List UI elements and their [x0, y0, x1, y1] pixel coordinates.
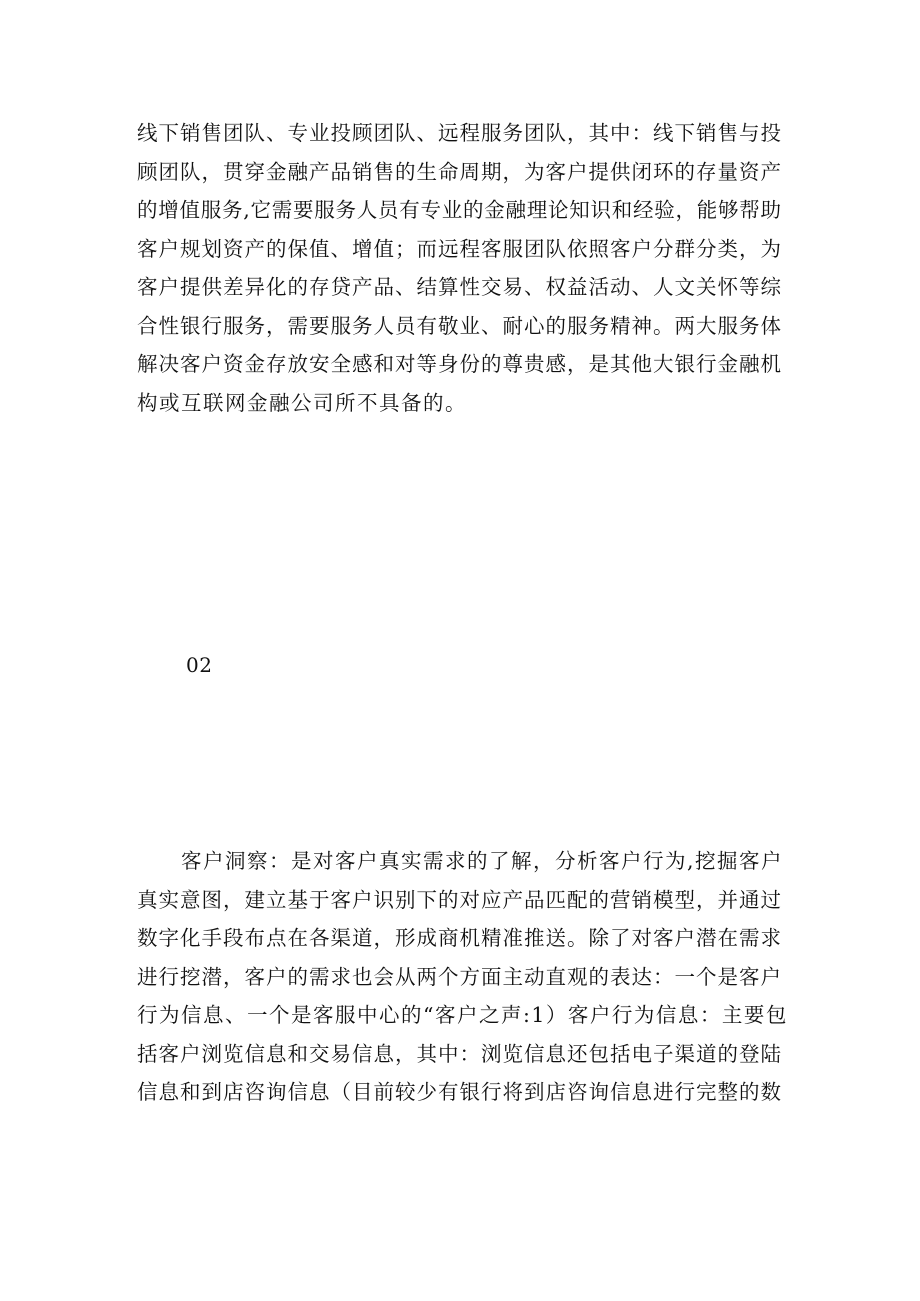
- text-line: 合性银行服务，需要服务人员有敬业、耐心的服务精神。两大服务体: [137, 313, 782, 338]
- text-line: 行为信息、一个是客服中心的“客户之声:1）客户行为信息：主要包: [137, 1003, 788, 1027]
- text-line: 真实意图，建立基于客户识别下的对应产品匹配的营销模型，并通过: [137, 887, 782, 912]
- section-number: 02: [186, 653, 213, 677]
- text-line: 顾团队，贯穿金融产品销售的生命周期，为客户提供闭环的存量资产: [137, 159, 782, 184]
- text-line: 构或互联网金融公司所不具备的。: [137, 390, 467, 415]
- text-line: 进行挖潜，客户的需求也会从两个方面主动直观的表达：一个是客户: [137, 964, 782, 989]
- text-line: 数字化手段布点在各渠道，形成商机精准推送。除了对客户潜在需求: [137, 926, 782, 950]
- text-line: 线下销售团队、专业投顾团队、远程服务团队，其中：线下销售与投: [137, 121, 782, 145]
- text-line: 解决客户资金存放安全感和对等身份的尊贵感，是其他大银行金融机: [137, 352, 782, 376]
- text-line: 括客户浏览信息和交易信息，其中：浏览信息还包括电子渠道的登陆: [137, 1041, 782, 1066]
- text-line: 的增值服务,它需要服务人员有专业的金融理论知识和经验，能够帮助: [137, 198, 782, 222]
- text-line: 信息和到店咨询信息（目前较少有银行将到店咨询信息进行完整的数: [137, 1080, 782, 1104]
- text-line: 客户提供差异化的存贷产品、结算性交易、权益活动、人文关怀等综: [137, 275, 782, 299]
- text-line: 客户规划资产的保值、增值；而远程客服团队依照客户分群分类，为: [137, 236, 782, 261]
- text-line: 客户洞察：是对客户真实需求的了解，分析客户行为,挖掘客户: [137, 849, 784, 873]
- body-paragraph-2: [137, 842, 789, 1112]
- body-paragraph-1: [137, 114, 789, 422]
